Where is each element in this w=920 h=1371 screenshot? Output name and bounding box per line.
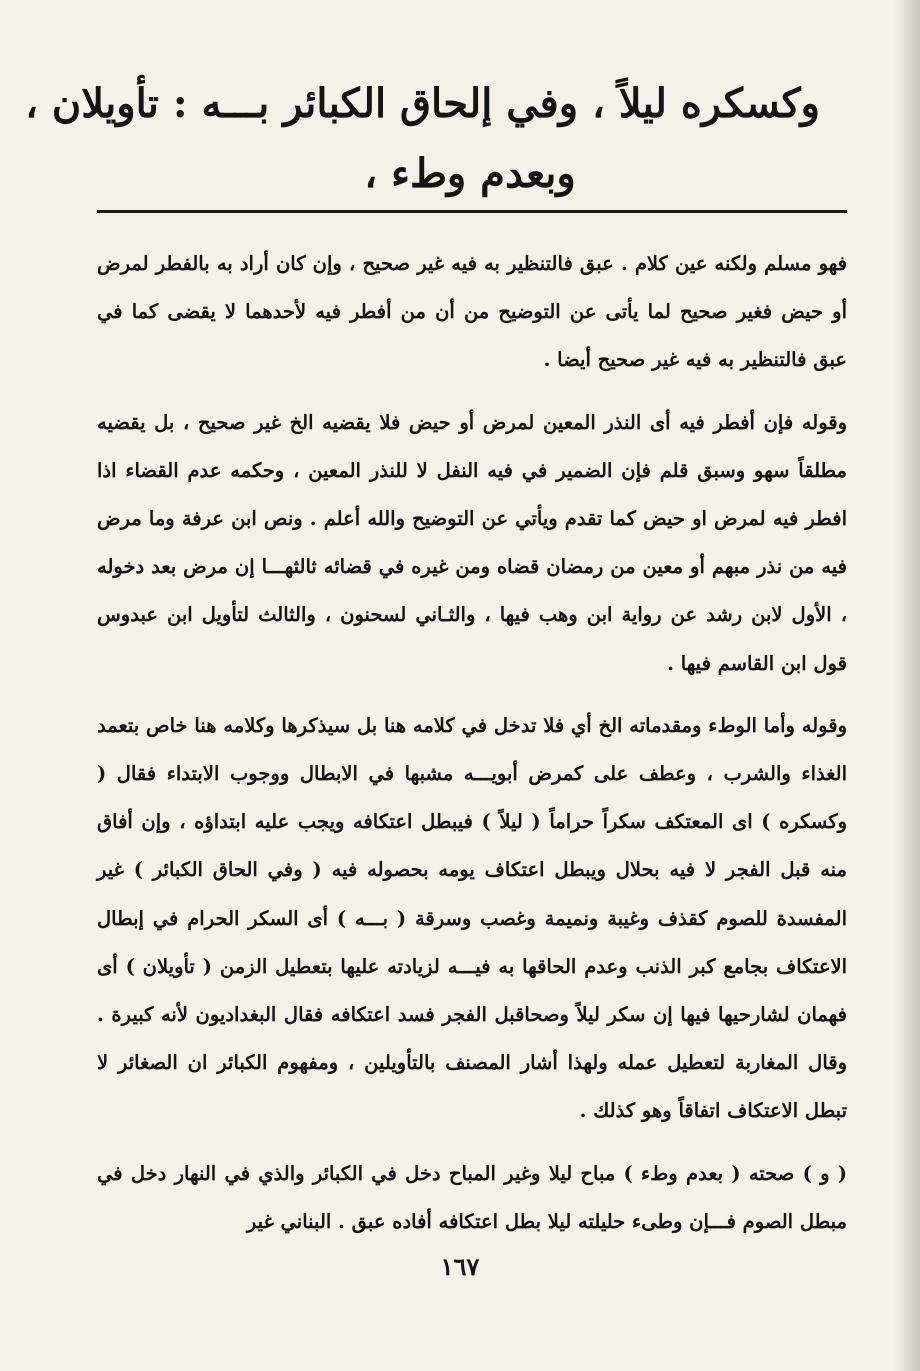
commentary-body bbox=[97, 240, 847, 1260]
paragraph-4: ( و ) صحته ( بعدم وطء ) مباح ليلا وغير المباح دخل في الكبائر والذي في النهار دخل في مبطل الصوم فـــإن وطىء حليلته ليلا بطل اعتكافه أفاده عبق . البناني غير bbox=[97, 1161, 847, 1233]
paragraph-2: وقوله فإن أفطر فيه أى النذر المعين لمرض أو حيض فلا يقضيه الخ غير صحيح ، بل يقضيه مطلقاً سهو وسبق قلم فإن الضمير في فيه النفل لا للنذر المعين ، وحكمه عدم القضاء اذا افطر فيه لمرض او حيض كما تقدم ويأتي عن التوضيح والله أعلم . ونص ابن عرفة وما مرض فيه من نذر مبهم أو معين من رمضان قضاه ومن غيره في قضائه ثالثهـــا إن مرض بعد دخوله ، الأول لابن رشد عن رواية ابن وهب فيها ، والثـاني لسحنون ، والثالث لتأويل ابن عبدوس قول ابن القاسم فيها . bbox=[97, 410, 847, 675]
heading-line-2: وبعدم وطء ، bbox=[364, 150, 576, 197]
heading-line-1: وكسكره ليلاً ، وفي إلحاق الكبائر بـــه : تأويلان ، bbox=[25, 80, 820, 127]
page-edge-shadow bbox=[894, 0, 920, 1371]
paragraph-1: فهو مسلم ولكنه عين كلام . عبق فالتنظير به فيه غير صحيح ، وإن كان أراد به بالفطر لمرض أو حيض فغير صحيح لما يأتى عن التوضيح من أن من أفطر فيه لأحدهما لا يقضى كما في عبق فالتنظير به فيه غير صحيح أيضا . bbox=[97, 252, 847, 372]
page-number: ١٦٧ bbox=[440, 1252, 480, 1281]
heading-divider bbox=[97, 210, 847, 213]
paragraph-3: وقوله وأما الوطء ومقدماته الخ أي فلا تدخل في كلامه هنا بل سيذكرها وكلامه هنا خاص بتعمد الغذاء والشرب ، وعطف على كمرض أبويـــه مشبها في الابطال ووجوب الابتداء فقال ( وكسكره ) اى المعتكف سكراً حراماً ( ليلاً ) فيبطل اعتكافه ويجب عليه ابتداؤه ، وإن أفاق منه قبل الفجر لا فيه بحلال ويبطل اعتكاف يومه بحصوله فيه ( وفي الحاق الكبائر ) غير المفسدة للصوم كقذف وغيبة ونميمة وغصب وسرقة ( بـــه ) أى السكر الحرام في إبطال الاعتكاف بجامع كبر الذنب وعدم الحاقها به فيـــه لزيادته عليها بتعطيل الزمن ( تأويلان ) أى فهمان لشارحيها فيها إن سكر ليلاً وصحاقبل الفجر فسد اعتكافه فقال البغداديون لأنه كبيرة . وقال المغاربة لتعطيل عمله ولهذا أشار المصنف بالتأويلين ، ومفهوم الكبائر ان الصغائر لا تبطل الاعتكاف اتفاقاً وهو كذلك . bbox=[97, 713, 847, 1123]
